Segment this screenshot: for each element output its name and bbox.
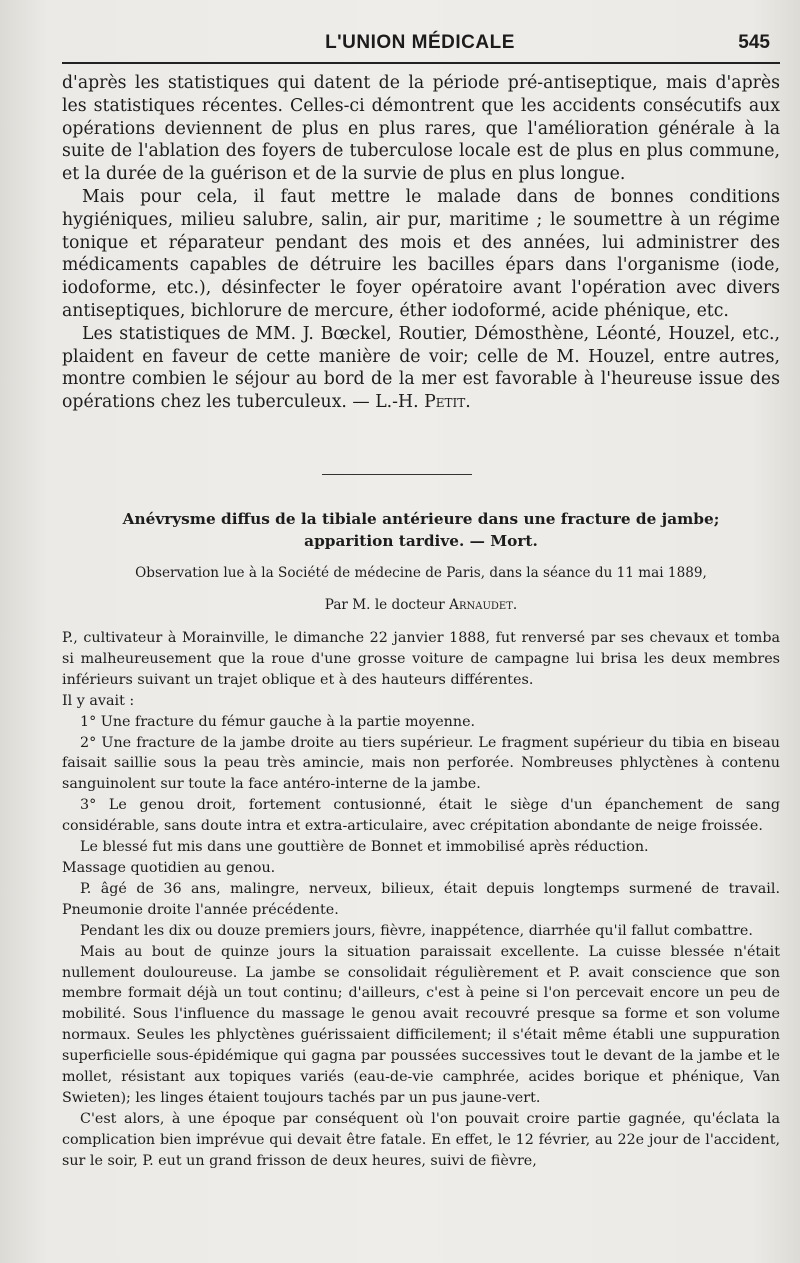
- paragraph: C'est alors, à une époque par conséquent où l'on pouvait croire partie gagnée, qu'éclata la complication bien imprévue qui devait être fatale. En effet, le 12 février, au 22e jour de l'accident, sur le soir, P. eut un grand frisson de deux heures, suivi de fièvre,: [62, 1110, 780, 1169]
- page-number: 545: [738, 32, 770, 53]
- paragraph-with-signature: [62, 323, 780, 414]
- paragraph: P., cultivateur à Morainville, le dimanche 22 janvier 1888, fut renversé par ses chevaux et tomba si malheureusement que la roue d'une grosse voiture de campagne lui brisa les deux membres inférieurs suivant un trajet oblique et à des hauteurs différentes.: [62, 630, 780, 688]
- list-item: 3° Le genou droit, fortement contusionné, était le siège d'un épanchement de sang considérable, sans doute intra et extra-articulaire, avec crépitation abondante de neige froissée.: [62, 797, 780, 835]
- article-body: [62, 628, 780, 1172]
- journal-title: L'UNION MÉDICALE: [325, 32, 515, 53]
- paragraph-text: Les statistiques de MM. J. Bœckel, Routier, Démosthène, Léonté, Houzel, etc., plaident en faveur de cette manière de voir; celle de M. Houzel, entre autres, montre combien le séjour au bord de la mer est favorable à l'heureuse issue des opérations chez les tuberculeux. — L.-H.: [62, 323, 780, 413]
- signature-name: Petit: [424, 392, 466, 413]
- article-title-line: Anévrysme diffus de la tibiale antérieure dans une fracture de jambe;: [122, 510, 720, 528]
- author-prefix: Par M. le docteur: [324, 597, 445, 613]
- paragraph: d'après les statistiques qui datent de la période pré-antiseptique, mais d'après les statistiques récentes. Celles-ci démontrent que les accidents consécutifs aux opérations deviennent de plus en plus rares, que l'amélioration générale à la suite de l'ablation des foyers de tuberculose locale est de plus en plus commune, et la durée de la guérison et de la survie de plus en plus longue.: [62, 73, 780, 185]
- paragraph: Le blessé fut mis dans une gouttière de Bonnet et immobilisé après réduction.: [80, 839, 649, 856]
- paragraph: Massage quotidien au genou.: [62, 859, 276, 876]
- paragraph: Il y avait :: [62, 692, 135, 709]
- article-subtitle: Observation lue à la Société de médecine de Paris, dans la séance du 11 mai 1889,: [135, 565, 707, 581]
- list-item: 1° Une fracture du fémur gauche à la partie moyenne.: [80, 713, 476, 730]
- article-author: [62, 597, 780, 613]
- paragraph: Mais au bout de quinze jours la situation paraissait excellente. La cuisse blessée n'était nullement douloureuse. La jambe se consolidait régulièrement et P. avait conscience que son membre formait déjà un tout continu; d'ailleurs, c'est à peine si l'on percevait encore un peu de mobilité. Sous l'influence du massage le genou avait recouvré presque sa forme et son volume normaux. Seules les phlyctènes guérissaient difficilement; il s'était même établi une suppuration superficielle sous-épidémique qui gagna par poussées successives tout le devant de la jambe et le mollet, résistant aux topiques variés (eau-de-vie camphrée, acides borique et phénique, Van Swieten); les linges étaient toujours tachés par un pus jaune-vert.: [62, 943, 780, 1106]
- section-divider: [322, 474, 472, 475]
- author-end: .: [512, 597, 518, 613]
- article-title: [62, 508, 780, 552]
- previous-article-text: [62, 72, 780, 414]
- running-head: [60, 26, 780, 60]
- article-title-line: apparition tardive. — Mort.: [304, 532, 538, 550]
- paragraph: Mais pour cela, il faut mettre le malade dans de bonnes conditions hygiéniques, milieu salubre, salin, air pur, maritime ; le soumettre à un régime tonique et réparateur pendant des mois et des années, lui administrer des médicaments capables de détruire les bacilles épars dans l'organisme (iode, iodoforme, etc.), désinfecter le foyer opératoire avant l'opération avec divers antiseptiques, bichlorure de mercure, éther iodoformé, acide phénique, etc.: [62, 186, 780, 321]
- paragraph: P. âgé de 36 ans, malingre, nerveux, bilieux, était depuis longtemps surmené de travail. Pneumonie droite l'année précédente.: [62, 880, 780, 918]
- list-item: 2° Une fracture de la jambe droite au tiers supérieur. Le fragment supérieur du tibia en biseau faisait saillie sous la peau très amincie, mais non perforée. Nombreuses phlyctènes à contenu sanguinolent sur toute la face antéro-interne de la jambe.: [62, 734, 780, 793]
- author-name: Arnaudet: [449, 597, 513, 613]
- header-rule: [62, 62, 780, 64]
- paragraph: Pendant les dix ou douze premiers jours, fièvre, inappétence, diarrhée qu'il fallut combattre.: [80, 922, 753, 939]
- signature-end: .: [465, 392, 471, 413]
